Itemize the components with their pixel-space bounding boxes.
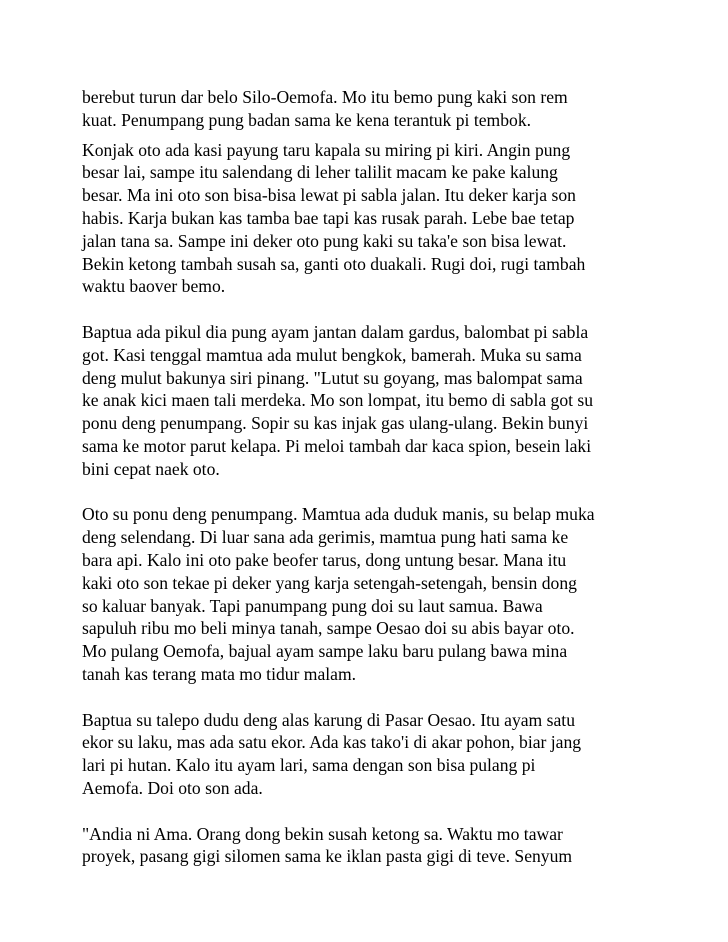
text-line: got. Kasi tenggal mamtua ada mulut bengkok, bamerah. Muka su sama xyxy=(82,344,582,365)
text-line: besar. Ma ini oto son bisa-bisa lewat pi sabla jalan. Itu deker karja son xyxy=(82,185,576,206)
paragraph-1 xyxy=(82,86,652,132)
document-body xyxy=(82,86,652,868)
paragraph-6 xyxy=(82,823,652,869)
text-line: jalan tana sa. Sampe ini deker oto pung kaki su taka'e son bisa lewat. xyxy=(82,230,567,251)
text-line: bini cepat naek oto. xyxy=(82,458,220,479)
text-line: Konjak oto ada kasi payung taru kapala su miring pi kiri. Angin pung xyxy=(82,139,571,160)
text-line: bara api. Kalo ini oto pake beofer tarus, dong untung besar. Mana itu xyxy=(82,549,567,570)
text-line: Mo pulang Oemofa, bajual ayam sampe laku baru pulang bawa mina xyxy=(82,641,568,662)
text-line: ke anak kici maen tali merdeka. Mo son lompat, itu bemo di sabla got su xyxy=(82,390,594,411)
paragraph-4 xyxy=(82,503,652,685)
text-line: sapuluh ribu mo beli minya tanah, sampe Oesao doi su abis bayar oto. xyxy=(82,618,575,639)
text-line: Bekin ketong tambah susah sa, ganti oto duakali. Rugi doi, rugi tambah xyxy=(82,253,586,274)
text-line: tanah kas terang mata mo tidur malam. xyxy=(82,663,357,684)
text-line: Baptua ada pikul dia pung ayam jantan dalam gardus, balombat pi sabla xyxy=(82,321,589,342)
text-line: waktu baover bemo. xyxy=(82,276,226,297)
text-line: berebut turun dar belo Silo-Oemofa. Mo itu bemo pung kaki son rem xyxy=(82,87,568,107)
text-line: Oto su ponu deng penumpang. Mamtua ada duduk manis, su belap muka xyxy=(82,504,595,525)
text-line: so kaluar banyak. Tapi panumpang pung doi su laut samua. Bawa xyxy=(82,595,543,616)
text-line: kuat. Penumpang pung badan sama ke kena terantuk pi tembok. xyxy=(82,109,532,130)
text-line: lari pi hutan. Kalo itu ayam lari, sama dengan son bisa pulang pi xyxy=(82,755,536,776)
text-line: ponu deng penumpang. Sopir su kas injak gas ulang-ulang. Bekin bunyi xyxy=(82,413,589,434)
text-line: Baptua su talepo dudu deng alas karung di Pasar Oesao. Itu ayam satu xyxy=(82,709,575,730)
text-line: deng mulut bakunya siri pinang. "Lutut su goyang, mas balompat sama xyxy=(82,367,583,388)
text-line: kaki oto son tekae pi deker yang karja setengah-setengah, bensin dong xyxy=(82,572,577,593)
text-line: proyek, pasang gigi silomen sama ke iklan pasta gigi di teve. Senyum xyxy=(82,846,573,867)
text-line: besar lai, sampe itu salendang di leher talilit macam ke pake kalung xyxy=(82,162,558,183)
text-line: sama ke motor parut kelapa. Pi meloi tambah dar kaca spion, besein laki xyxy=(82,435,592,456)
paragraph-3 xyxy=(82,321,652,481)
paragraph-5 xyxy=(82,709,652,800)
text-line: habis. Karja bukan kas tamba bae tapi kas rusak parah. Lebe bae tetap xyxy=(82,207,575,228)
text-line: deng selendang. Di luar sana ada gerimis, mamtua pung hati sama ke xyxy=(82,527,569,548)
text-line: ekor su laku, mas ada satu ekor. Ada kas tako'i di akar pohon, biar jang xyxy=(82,732,582,753)
text-line: Aemofa. Doi oto son ada. xyxy=(82,777,263,798)
paragraph-2 xyxy=(82,139,652,299)
text-line: "Andia ni Ama. Orang dong bekin susah ketong sa. Waktu mo tawar xyxy=(82,823,563,844)
